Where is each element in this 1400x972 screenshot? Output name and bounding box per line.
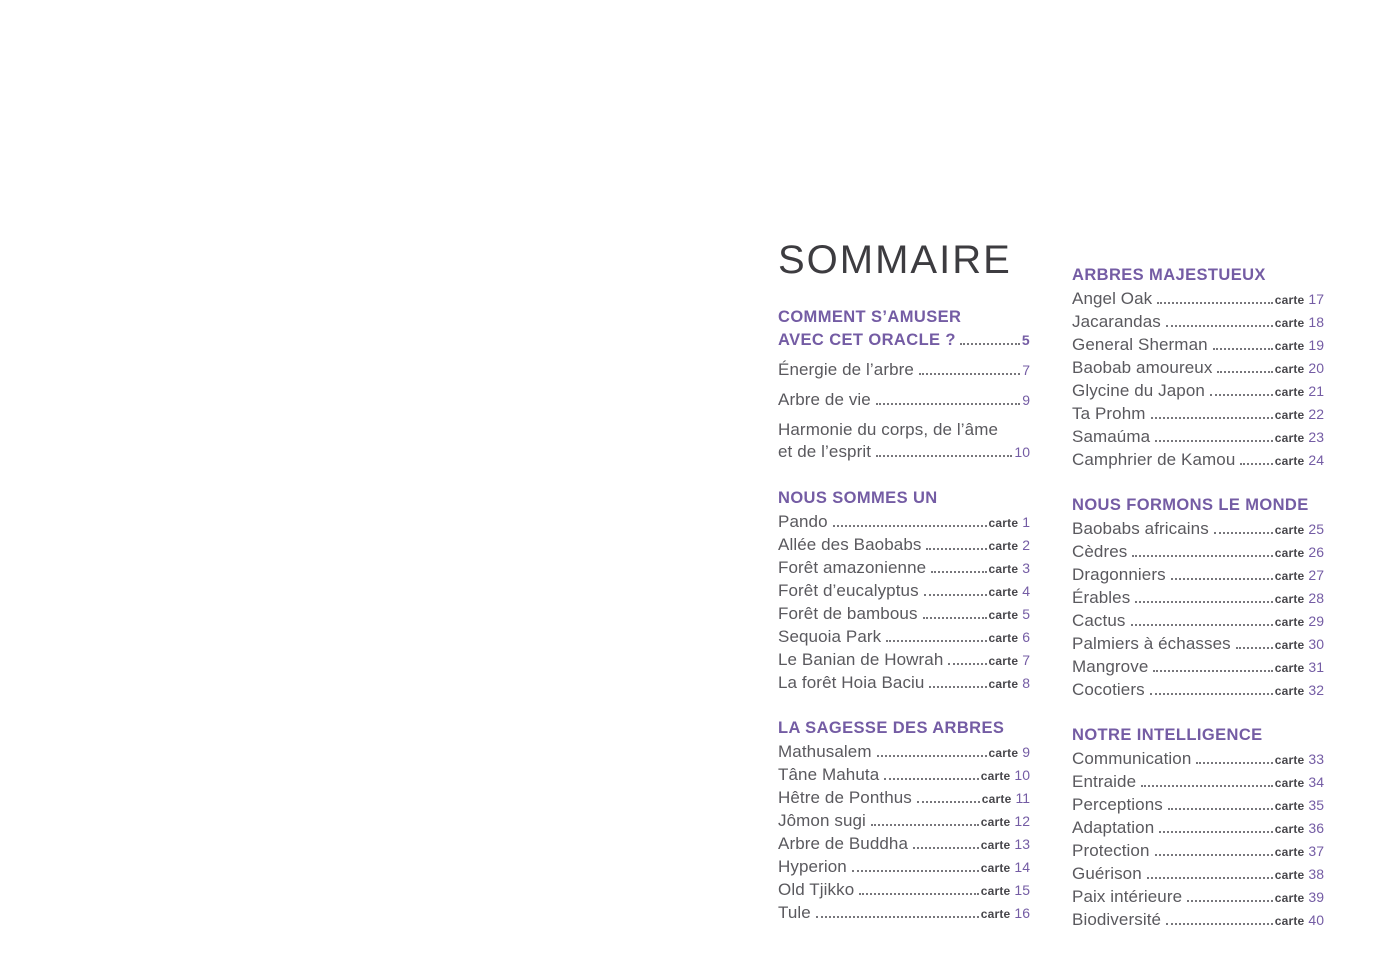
dot-leader xyxy=(948,663,986,665)
entry-label-line2: et de l’esprit xyxy=(778,442,872,461)
carte-label: carte xyxy=(1274,339,1305,353)
carte-number: 15 xyxy=(1014,882,1030,898)
entry-label: General Sherman xyxy=(1072,335,1208,354)
carte-number: 20 xyxy=(1308,360,1324,376)
page-number: 7 xyxy=(1022,362,1030,378)
carte-label: carte xyxy=(988,631,1019,645)
toc-entry xyxy=(778,764,1030,787)
section-heading: NOTRE INTELLIGENCE xyxy=(1072,726,1263,744)
entry-label: Ta Prohm xyxy=(1072,404,1146,423)
carte-label: carte xyxy=(1274,546,1305,560)
dot-leader xyxy=(1166,923,1273,925)
toc-entry xyxy=(778,389,1030,411)
entry-label: Énergie de l’arbre xyxy=(778,360,914,379)
toc-entry xyxy=(1072,541,1324,564)
carte-number: 39 xyxy=(1308,889,1324,905)
toc-entry xyxy=(1072,334,1324,357)
carte-label: carte xyxy=(1274,661,1305,675)
toc-entry xyxy=(778,672,1030,695)
dot-leader xyxy=(919,373,1020,375)
carte-number: 25 xyxy=(1308,521,1324,537)
carte-label: carte xyxy=(988,516,1019,530)
carte-number: 27 xyxy=(1308,567,1324,583)
intro-heading-line2: AVEC CET ORACLE ? xyxy=(778,331,956,349)
dot-leader xyxy=(1157,302,1272,304)
dot-leader xyxy=(931,571,986,573)
toc-entry xyxy=(778,810,1030,833)
dot-leader xyxy=(877,755,987,757)
entry-label: Hyperion xyxy=(778,857,847,876)
toc-entry xyxy=(1072,357,1324,380)
carte-label: carte xyxy=(1274,891,1305,905)
entry-label: Dragonniers xyxy=(1072,565,1166,584)
toc-entry xyxy=(778,511,1030,534)
entry-label: Glycine du Japon xyxy=(1072,381,1205,400)
carte-label: carte xyxy=(981,792,1012,806)
toc-entry xyxy=(1072,656,1324,679)
toc-entry xyxy=(778,879,1030,902)
carte-number: 26 xyxy=(1308,544,1324,560)
section-entries xyxy=(778,511,1030,695)
carte-label: carte xyxy=(980,815,1011,829)
entry-label: Communication xyxy=(1072,749,1192,768)
carte-label: carte xyxy=(1274,638,1305,652)
carte-number: 34 xyxy=(1308,774,1324,790)
toc-entry xyxy=(1072,633,1324,656)
carte-label: carte xyxy=(980,769,1011,783)
carte-number: 28 xyxy=(1308,590,1324,606)
toc-entry xyxy=(1072,288,1324,311)
entry-label: Old Tjikko xyxy=(778,880,855,899)
dot-leader xyxy=(1151,417,1273,419)
entry-label: Baobab amoureux xyxy=(1072,358,1213,377)
toc-entry xyxy=(778,419,1030,463)
entry-label: Tule xyxy=(778,903,811,922)
carte-number: 18 xyxy=(1308,314,1324,330)
entry-label: Mangrove xyxy=(1072,657,1149,676)
toc-entry xyxy=(778,534,1030,557)
page-number: 9 xyxy=(1022,392,1030,408)
entry-label-line1: Harmonie du corps, de l’âme xyxy=(778,420,999,439)
carte-number: 12 xyxy=(1014,813,1030,829)
dot-leader xyxy=(1187,900,1273,902)
entry-label: Angel Oak xyxy=(1072,289,1153,308)
toc-entry xyxy=(1072,610,1324,633)
entry-label: Protection xyxy=(1072,841,1150,860)
toc-entry xyxy=(1072,426,1324,449)
entry-label: Baobabs africains xyxy=(1072,519,1209,538)
dot-leader xyxy=(852,870,979,872)
dot-leader xyxy=(876,403,1020,405)
carte-label: carte xyxy=(988,677,1019,691)
toc-section-nous-sommes-un xyxy=(778,487,1030,695)
carte-label: carte xyxy=(988,746,1019,760)
dot-leader xyxy=(1196,762,1272,764)
toc-entry xyxy=(1072,518,1324,541)
dot-leader xyxy=(1155,440,1273,442)
carte-label: carte xyxy=(988,539,1019,553)
carte-number: 33 xyxy=(1308,751,1324,767)
entry-label: Arbre de vie xyxy=(778,390,871,409)
toc-entry xyxy=(1072,794,1324,817)
carte-label: carte xyxy=(1274,776,1305,790)
carte-number: 11 xyxy=(1015,790,1030,806)
dot-leader xyxy=(1210,394,1273,396)
toc-section-arbres-majestueux xyxy=(1072,264,1324,472)
carte-label: carte xyxy=(988,562,1019,576)
dot-leader xyxy=(859,893,978,895)
entry-label: Sequoia Park xyxy=(778,627,882,646)
table-of-contents xyxy=(778,240,1324,932)
entry-label: Tâne Mahuta xyxy=(778,765,880,784)
section-entries xyxy=(1072,748,1324,932)
toc-entry xyxy=(1072,748,1324,771)
carte-number: 22 xyxy=(1308,406,1324,422)
entry-label: Biodiversité xyxy=(1072,910,1162,929)
dot-leader xyxy=(1171,578,1273,580)
carte-number: 19 xyxy=(1308,337,1324,353)
entry-label: Palmiers à échasses xyxy=(1072,634,1231,653)
entry-label: Érables xyxy=(1072,588,1131,607)
carte-label: carte xyxy=(1274,431,1305,445)
intro-heading xyxy=(778,306,1030,351)
carte-number: 37 xyxy=(1308,843,1324,859)
carte-number: 31 xyxy=(1308,659,1324,675)
toc-entry xyxy=(1072,817,1324,840)
carte-number: 32 xyxy=(1308,682,1324,698)
dot-leader xyxy=(1240,463,1272,465)
entry-label: Arbre de Buddha xyxy=(778,834,909,853)
entry-label: Jacarandas xyxy=(1072,312,1161,331)
carte-number: 30 xyxy=(1308,636,1324,652)
intro-heading-line1: COMMENT S’AMUSER xyxy=(778,308,962,326)
carte-label: carte xyxy=(980,884,1011,898)
toc-entry xyxy=(778,833,1030,856)
entry-label: Samaúma xyxy=(1072,427,1151,446)
dot-leader xyxy=(871,824,979,826)
entry-label: Hêtre de Ponthus xyxy=(778,788,912,807)
entry-label: Allée des Baobabs xyxy=(778,535,922,554)
dot-leader xyxy=(1141,785,1273,787)
carte-number: 40 xyxy=(1308,912,1324,928)
toc-entry xyxy=(778,603,1030,626)
carte-number: 16 xyxy=(1014,905,1030,921)
dot-leader xyxy=(1155,854,1273,856)
entry-label: Jômon sugi xyxy=(778,811,866,830)
entry-label: Forêt amazonienne xyxy=(778,558,927,577)
dot-leader xyxy=(1131,624,1273,626)
carte-label: carte xyxy=(980,861,1011,875)
carte-number: 3 xyxy=(1022,560,1030,576)
carte-label: carte xyxy=(1274,523,1305,537)
carte-number: 8 xyxy=(1022,675,1030,691)
carte-number: 24 xyxy=(1308,452,1324,468)
carte-label: carte xyxy=(1274,615,1305,629)
carte-label: carte xyxy=(1274,408,1305,422)
toc-entry xyxy=(1072,840,1324,863)
toc-entry xyxy=(778,856,1030,879)
toc-entry xyxy=(1072,771,1324,794)
toc-entry xyxy=(1072,564,1324,587)
carte-number: 13 xyxy=(1014,836,1030,852)
section-entries xyxy=(778,741,1030,925)
entry-label: Perceptions xyxy=(1072,795,1163,814)
dot-leader xyxy=(886,640,986,642)
toc-entry xyxy=(1072,587,1324,610)
dot-leader xyxy=(917,801,980,803)
toc-entry xyxy=(778,741,1030,764)
carte-label: carte xyxy=(1274,914,1305,928)
page-number: 10 xyxy=(1014,444,1030,460)
entry-label: La forêt Hoia Baciu xyxy=(778,673,925,692)
entry-label: Pando xyxy=(778,512,828,531)
toc-section-la-sagesse-des-arbres xyxy=(778,717,1030,925)
toc-entry xyxy=(1072,679,1324,702)
entry-label: Cactus xyxy=(1072,611,1126,630)
section-heading: NOUS FORMONS LE MONDE xyxy=(1072,496,1309,514)
carte-label: carte xyxy=(988,608,1019,622)
dot-leader xyxy=(913,847,979,849)
dot-leader xyxy=(1236,647,1273,649)
carte-number: 38 xyxy=(1308,866,1324,882)
carte-number: 17 xyxy=(1308,291,1324,307)
carte-label: carte xyxy=(1274,592,1305,606)
section-heading: ARBRES MAJESTUEUX xyxy=(1072,266,1266,284)
toc-column-left xyxy=(778,240,1030,932)
toc-entry xyxy=(1072,863,1324,886)
carte-number: 6 xyxy=(1022,629,1030,645)
entry-label: Cocotiers xyxy=(1072,680,1145,699)
entry-label: Paix intérieure xyxy=(1072,887,1183,906)
carte-label: carte xyxy=(1274,822,1305,836)
carte-label: carte xyxy=(1274,753,1305,767)
carte-label: carte xyxy=(1274,362,1305,376)
dot-leader xyxy=(1213,348,1273,350)
carte-number: 9 xyxy=(1022,744,1030,760)
toc-entry xyxy=(778,359,1030,381)
toc-entry xyxy=(778,557,1030,580)
carte-number: 5 xyxy=(1022,606,1030,622)
carte-number: 36 xyxy=(1308,820,1324,836)
carte-label: carte xyxy=(1274,845,1305,859)
toc-section-nous-formons-le-monde xyxy=(1072,494,1324,702)
page-number: 5 xyxy=(1021,332,1030,348)
toc-section-notre-intelligence xyxy=(1072,724,1324,932)
entry-label: Le Banian de Howrah xyxy=(778,650,944,669)
section-heading: LA SAGESSE DES ARBRES xyxy=(778,719,1005,737)
dot-leader xyxy=(876,455,1012,457)
intro-heading-line2-row xyxy=(778,329,1030,351)
carte-label: carte xyxy=(1274,293,1305,307)
dot-leader xyxy=(1132,555,1272,557)
dot-leader xyxy=(926,548,986,550)
dot-leader xyxy=(1168,808,1273,810)
toc-entry xyxy=(778,649,1030,672)
entry-label: Entraide xyxy=(1072,772,1137,791)
toc-entry xyxy=(1072,403,1324,426)
section-heading: NOUS SOMMES UN xyxy=(778,489,938,507)
carte-number: 23 xyxy=(1308,429,1324,445)
dot-leader xyxy=(1147,877,1273,879)
carte-number: 29 xyxy=(1308,613,1324,629)
carte-number: 21 xyxy=(1308,383,1324,399)
entry-label: Forêt d’eucalyptus xyxy=(778,581,919,600)
dot-leader xyxy=(1214,532,1273,534)
entry-label: Forêt de bambous xyxy=(778,604,918,623)
carte-number: 1 xyxy=(1022,514,1030,530)
section-entries xyxy=(1072,518,1324,702)
carte-label: carte xyxy=(1274,868,1305,882)
carte-label: carte xyxy=(1274,316,1305,330)
toc-entry xyxy=(778,902,1030,925)
carte-number: 35 xyxy=(1308,797,1324,813)
dot-leader xyxy=(833,525,987,527)
carte-label: carte xyxy=(980,907,1011,921)
entry-line2-row xyxy=(778,441,1030,463)
dot-leader xyxy=(1135,601,1272,603)
carte-label: carte xyxy=(1274,454,1305,468)
carte-number: 10 xyxy=(1014,767,1030,783)
carte-label: carte xyxy=(1274,684,1305,698)
entry-label: Cèdres xyxy=(1072,542,1128,561)
toc-entry xyxy=(778,626,1030,649)
entry-label: Guérison xyxy=(1072,864,1142,883)
dot-leader xyxy=(884,778,978,780)
dot-leader xyxy=(929,686,986,688)
carte-label: carte xyxy=(988,585,1019,599)
dot-leader xyxy=(923,617,987,619)
entry-label: Camphrier de Kamou xyxy=(1072,450,1236,469)
carte-label: carte xyxy=(988,654,1019,668)
toc-column-right xyxy=(1072,240,1324,932)
entry-label: Adaptation xyxy=(1072,818,1155,837)
toc-entry xyxy=(1072,311,1324,334)
dot-leader xyxy=(1166,325,1273,327)
carte-number: 4 xyxy=(1022,583,1030,599)
page-title: SOMMAIRE xyxy=(778,238,1012,282)
entry-label: Mathusalem xyxy=(778,742,872,761)
dot-leader xyxy=(1159,831,1272,833)
carte-label: carte xyxy=(1274,799,1305,813)
carte-number: 2 xyxy=(1022,537,1030,553)
carte-label: carte xyxy=(1274,569,1305,583)
dot-leader xyxy=(924,594,987,596)
carte-number: 7 xyxy=(1022,652,1030,668)
toc-entry xyxy=(1072,909,1324,932)
toc-entry xyxy=(778,580,1030,603)
dot-leader xyxy=(960,343,1020,345)
dot-leader xyxy=(1150,693,1273,695)
toc-entry xyxy=(1072,886,1324,909)
section-entries xyxy=(1072,288,1324,472)
carte-number: 14 xyxy=(1014,859,1030,875)
dot-leader xyxy=(1153,670,1272,672)
carte-label: carte xyxy=(1274,385,1305,399)
toc-entry xyxy=(778,787,1030,810)
dot-leader xyxy=(816,916,979,918)
toc-entry xyxy=(1072,449,1324,472)
toc-entry xyxy=(1072,380,1324,403)
dot-leader xyxy=(1217,371,1272,373)
carte-label: carte xyxy=(980,838,1011,852)
